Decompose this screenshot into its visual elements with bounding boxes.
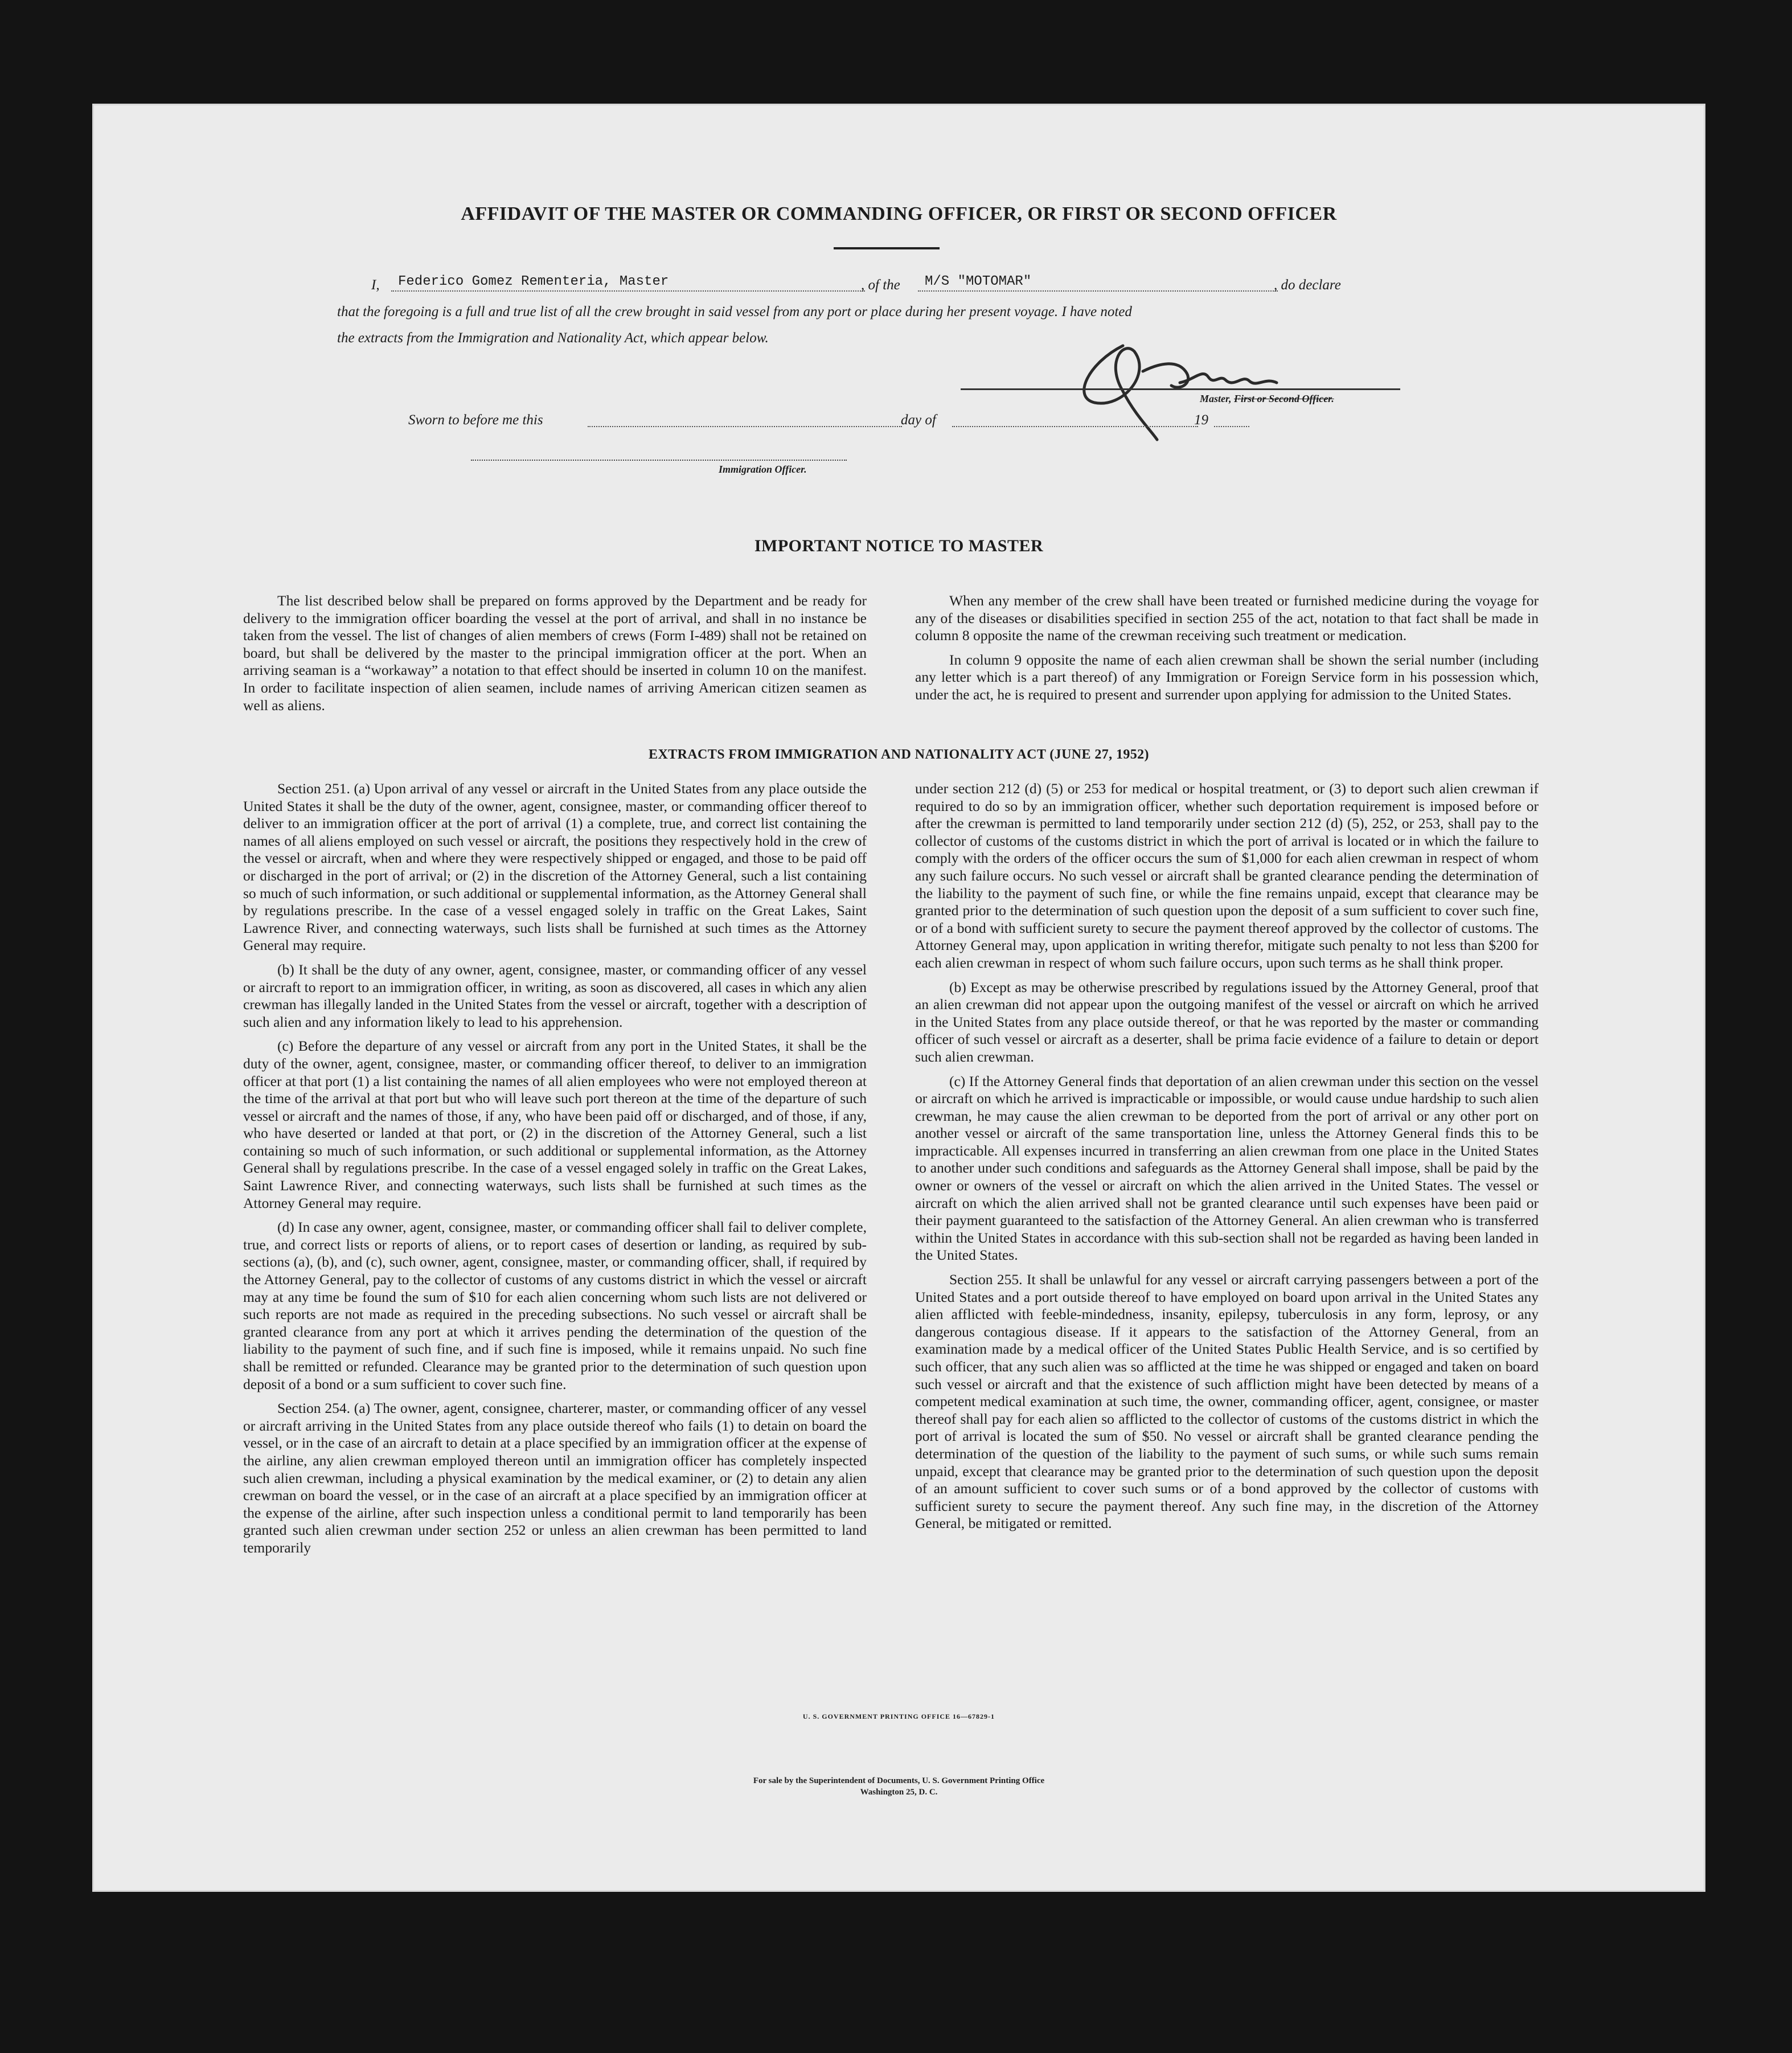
affidavit-title: AFFIDAVIT OF THE MASTER OR COMMANDING OFFICER, OR FIRST OR SECOND OFFICER <box>461 203 1337 224</box>
extracts-title: EXTRACTS FROM IMMIGRATION AND NATIONALITY ACT (JUNE 27, 1952) <box>649 747 1149 762</box>
immigration-officer-line <box>471 460 847 461</box>
sale-line-1: For sale by the Superintendent of Documents, U. S. Government Printing Office <box>753 1776 1045 1785</box>
section-251-d: (d) In case any owner, agent, consignee, master, or commanding officer shall fail to deliver complete, true, and correct lists or reports of aliens, or to report cases of desertion or landing, as required by sub-sections (a), (b), and (c), such owner, agent, consignee, master, or commanding officer, shall, if required by the Attorney General, pay to the collector of customs of any customs district in which the vessel or aircraft may at any time be found the sum of $10 for each alien concerning whom such lists are not delivered or such reports are not made as required in the preceding subsections. No such vessel or aircraft shall be granted clearance from any port at which it arrives pending the determination of the question of the liability to the payment of such fine, and if such fine is imposed, while it remains unpaid. No such fine shall be remitted or refunded. Clearance may be granted prior to the determination of such question upon deposit of a bond or a sum sufficient to cover such fine. <box>243 1219 867 1392</box>
extracts-right-column <box>915 780 1539 1539</box>
struck-officer-caption: First or Second Officer. <box>1234 393 1334 404</box>
section-254-a: Section 254. (a) The owner, agent, consignee, charterer, master, or commanding officer of any vessel or aircraft arriving in the United States from any place outside thereof who fails (1) to detain on board the vessel, or in the case of an aircraft to detain at a place specified by an immigration officer at the expense of the airline, any alien crewman employed thereon until an immigration officer has completely inspected such alien crewman, including a physical examination by the medical examiner, or (2) to detain any alien crewman on board the vessel, or in the case of an aircraft at a place specified by an immigration officer at the expense of the airline, after such inspection unless a conditional permit to land temporarily has been granted such alien crewman under section 252 or unless an alien crewman has been permitted to land temporarily <box>243 1400 867 1556</box>
declaration-line-2: that the foregoing is a full and true list of all the crew brought in said vessel from any port or place during her present voyage. I have noted <box>337 304 1132 319</box>
printing-office-note: U. S. GOVERNMENT PRINTING OFFICE 16—67829-1 <box>802 1712 995 1720</box>
document-page <box>92 104 1705 1892</box>
do-declare-label: , do declare <box>1274 277 1341 293</box>
notice-right-paragraph-1: When any member of the crew shall have been treated or furnished medicine during the voyage for any of the diseases or disabilities specified in section 255 of the act, notation to that fact shall be made in column 8 opposite the name of the crewman receiving such treatment or medication. <box>915 592 1539 644</box>
of-the-label: , of the <box>861 277 900 293</box>
notice-left-paragraph: The list described below shall be prepared on forms approved by the Department and be ready for delivery to the immigration officer boarding the vessel at the port of arrival, and shall in no instance be taken from the vessel. The list of changes of alien members of crews (Form I-489) shall not be retained on board, but shall be delivered by the master to the principal immigration officer at the port. When an arriving seaman is a “workaway” a notation to that effect should be inserted in column 10 on the manifest. In order to facilitate inspection of alien seamen, include names of arriving American citizen seamen as well as aliens. <box>243 592 867 714</box>
section-254-c: (c) If the Attorney General finds that deportation of an alien crewman under this section on the vessel or aircraft on which he arrived is impracticable or impossible, or would cause undue hardship to such alien crewman, he may cause the alien crewman to be deported from the port of arrival or any other port on another vessel or aircraft of the same transportation line, unless the Attorney General finds this to be impracticable. All expenses incurred in transferring an alien crewman from one place in the United States to another under such conditions and safeguards as the Attorney General shall impose, shall be paid by the owner or owners of the vessel or aircraft on which the alien arrived in the United States. The vessel or aircraft on which the alien arrived shall not be granted clearance until such expenses have been paid or their payment guaranteed to the satisfaction of the Attorney General. An alien crewman who is transferred within the United States in accordance with this sub-section shall not be regarded as having been landed in the United States. <box>915 1072 1539 1264</box>
notice-title: IMPORTANT NOTICE TO MASTER <box>754 536 1044 555</box>
declaration-line-3: the extracts from the Immigration and Nationality Act, which appear below. <box>337 330 769 346</box>
section-254-b: (b) Except as may be otherwise prescribed by regulations issued by the Attorney General, proof that an alien crewman did not appear upon the outgoing manifest of the vessel or aircraft on which he arrived in the United States from any place outside thereof, or that he was reported by the master or commanding officer of such vessel or aircraft as a deserter, shall be prima facie evidence of a failure to detain or deport such alien crewman. <box>915 978 1539 1065</box>
immigration-officer-label: Immigration Officer. <box>719 464 807 475</box>
signature-caption <box>1200 393 1334 405</box>
signature-line <box>961 388 1400 390</box>
i-label: I, <box>371 277 380 293</box>
sworn-month-field <box>952 411 1198 427</box>
master-caption: Master, <box>1200 393 1232 404</box>
notice-left-column <box>243 592 867 721</box>
section-255: Section 255. It shall be unlawful for any vessel or aircraft carrying passengers between a port of the United States and a port outside thereof to have employed on board upon arrival in the United States any alien afflicted with feeble-mindedness, insanity, epilepsy, tuberculosis in any form, leprosy, or any dangerous contagious disease. If it appears to the satisfaction of the Attorney General, from an examination made by a medical officer of the United States Public Health Service, and is so certified by such officer, that any such alien was so afflicted at the time he was shipped or engaged and taken on board such vessel or aircraft and that the existence of such affliction might have been detected by means of a competent medical examination at such time, the owner, commanding officer, agent, consignee, or master thereof shall pay for each alien so afflicted to the collector of customs of the customs district in which the port of arrival is located the sum of $50. No vessel or aircraft shall be granted clearance pending the determination of the question of the liability to the payment of such sums, or while such sums remain unpaid, except that clearance may be granted prior to the determination of such question upon the deposit of an amount sufficient to cover such sums or of a bond approved by the collector of customs with sufficient surety to secure the payment thereof. Any such fine may, in the discretion of the Attorney General, be mitigated or remitted. <box>915 1271 1539 1532</box>
day-of-label: day of <box>901 412 936 428</box>
section-254-a-continued: under section 212 (d) (5) or 253 for medical or hospital treatment, or (3) to deport such alien crewman if required to do so by an immigration officer, whether such deportation requirement is imposed before or after the crewman is permitted to land temporarily under section 212 (d) (5), 252, or 253, shall pay to the collector of customs of the customs district in which the port of arrival is located or in which the failure to comply with the orders of the officer occurs the sum of $1,000 for each alien crewman in respect of whom any such failure occurs. No such vessel or aircraft shall be granted clearance pending the determination of the liability to the payment of such fine, or while the fine remains unpaid, except that clearance may be granted prior to the determination of such question upon the deposit of a sum sufficient to cover such fine, or of a bond with sufficient surety to secure the payment thereof approved by the collector of customs. The Attorney General may, upon application in writing therefor, mitigate such penalty to not less than $200 for each alien crewman in respect of whom such failure occurs, upon such terms as he shall think proper. <box>915 780 1539 971</box>
master-name-field: Federico Gomez Rementeria, Master <box>391 273 865 292</box>
vessel-name-field: M/S "MOTOMAR" <box>918 273 1278 292</box>
extracts-left-column <box>243 780 867 1564</box>
sale-line-2: Washington 25, D. C. <box>860 1788 938 1797</box>
sworn-label: Sworn to before me this <box>408 412 543 428</box>
section-251-c: (c) Before the departure of any vessel or aircraft from any port in the United States, it shall be the duty of the owner, agent, consignee, master, or commanding officer thereof, to deliver to an immigration officer at that port (1) a list containing the names of all alien employees who were not employed thereon at the time of the arrival at that port but who will leave such port thereon at the time of the departure of such vessel or aircraft and the names of those, if any, who have been paid off or discharged, and of those, if any, who have deserted or landed at that port, or (2) in the discretion of the Attorney General, such a list containing so much of such information, or such additional or supplemental information, as the Attorney General shall by regulations prescribe. In the case of a vessel engaged solely in traffic on the Great Lakes, Saint Lawrence River, and connecting waterways, such lists shall be furnished at such times as the Attorney General may require. <box>243 1038 867 1211</box>
year-label: 19 <box>1194 412 1208 428</box>
section-251-b: (b) It shall be the duty of any owner, agent, consignee, master, or commanding officer of any vessel or aircraft to report to an immigration officer, in writing, as soon as discovered, all cases in which any alien crewman has illegally landed in the United States from the vessel or aircraft, together with a description of such alien and any information likely to lead to his apprehension. <box>243 961 867 1030</box>
notice-right-paragraph-2: In column 9 opposite the name of each alien crewman shall be shown the serial number (including any letter which is a part thereof) of any Immigration or Foreign Service form in his possession which, under the act, he is required to present and surrender upon applying for admission to the United States. <box>915 651 1539 703</box>
notice-right-column <box>915 592 1539 711</box>
section-251-a: Section 251. (a) Upon arrival of any vessel or aircraft in the United States from any place outside the United States it shall be the duty of the owner, agent, consignee, master, or commanding officer thereof to deliver to an immigration officer at the port of arrival (1) a complete, true, and correct list containing the names of all aliens employed on such vessel or aircraft, the positions they respectively hold in the crew of the vessel or aircraft, when and where they were respectively shipped or engaged, and those to be paid off or discharged in the port of arrival; or (2) in the discretion of the Attorney General, such a list containing so much of such information, or such additional or supplemental information, as the Attorney General shall by regulations prescribe. In the case of a vessel engaged solely in traffic on the Great Lakes, Saint Lawrence River, and connecting waterways, such lists shall be furnished at such times as the Attorney General may require. <box>243 780 867 954</box>
sworn-day-field <box>588 411 902 427</box>
sale-notice <box>92 1775 1705 1798</box>
sworn-year-field <box>1214 411 1249 427</box>
title-divider <box>834 247 940 249</box>
